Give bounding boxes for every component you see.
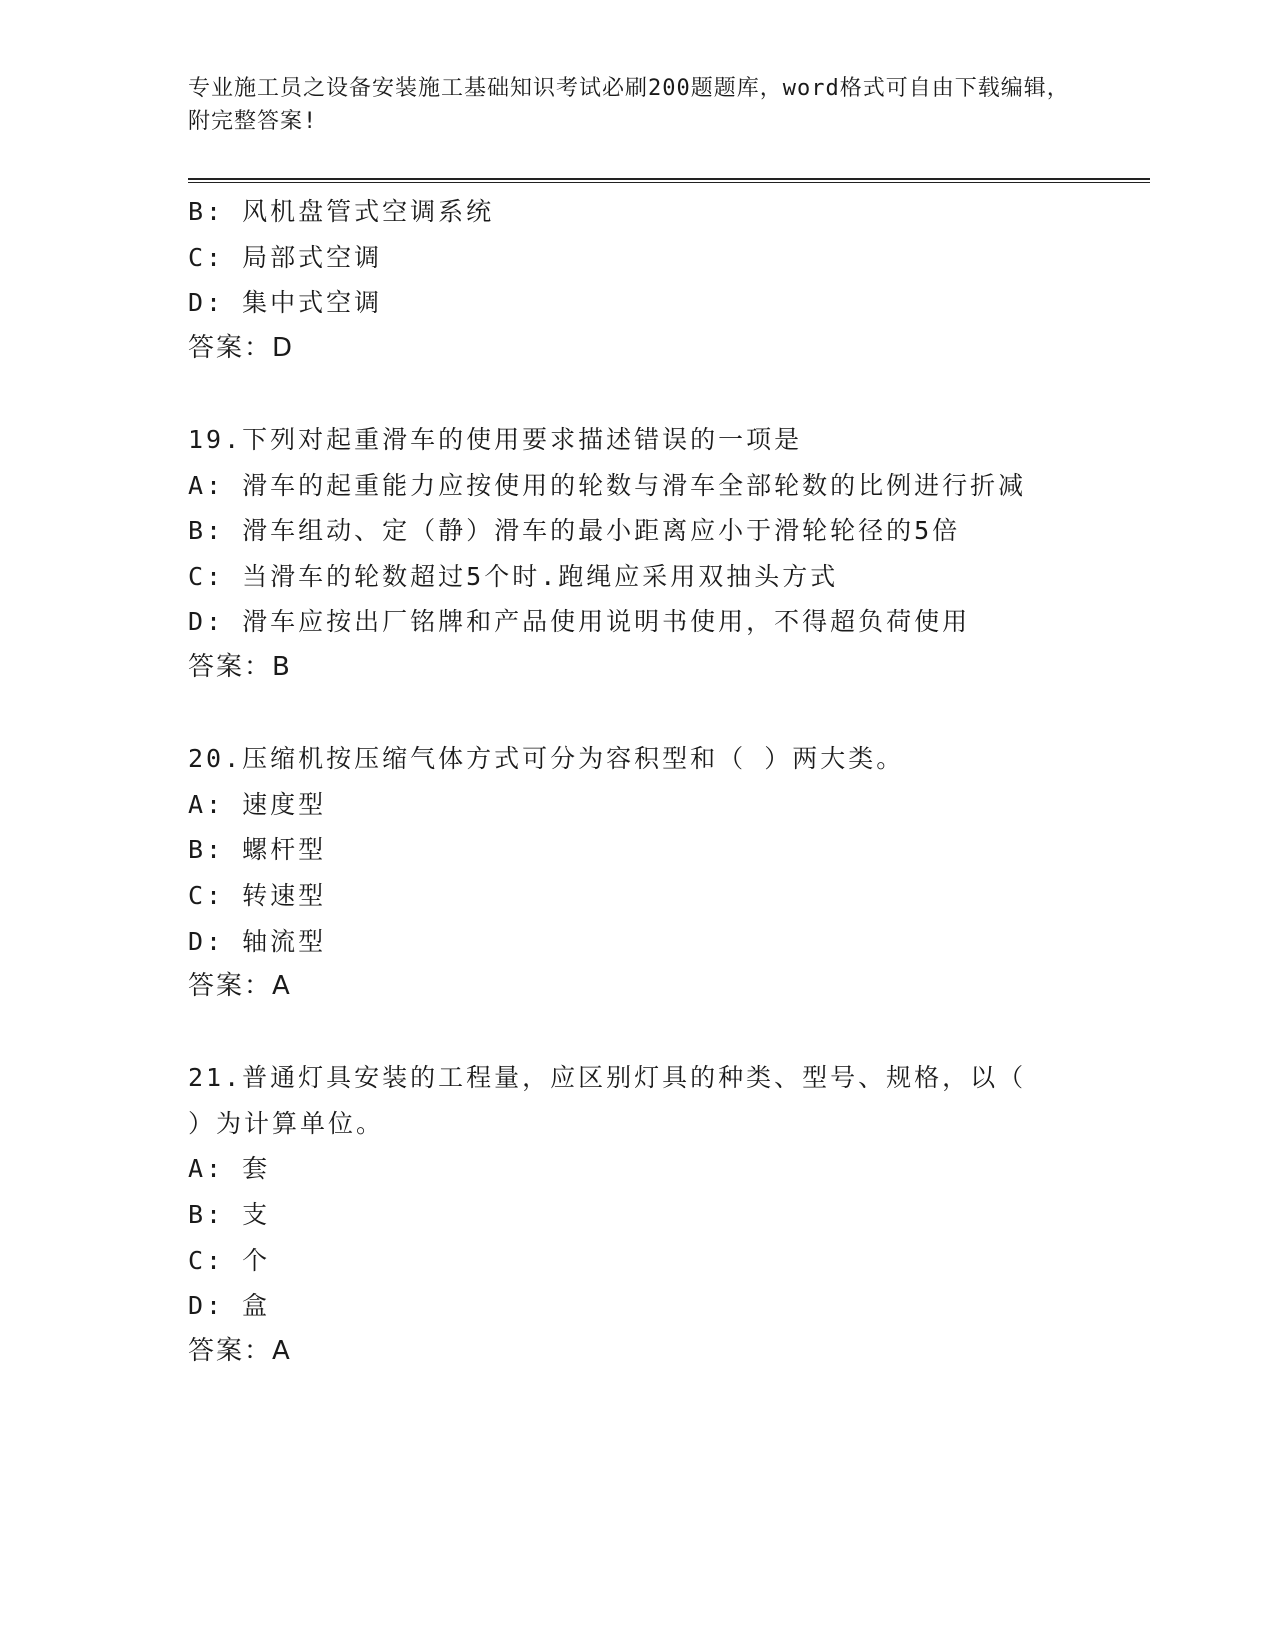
spacer bbox=[188, 691, 1148, 737]
answer-line: 答案：B bbox=[188, 651, 292, 682]
option-b: B: 风机盘管式空调系统 bbox=[188, 197, 495, 226]
option-a: A: 套 bbox=[188, 1154, 271, 1184]
answer-line: 答案：A bbox=[188, 971, 292, 1002]
option-c: C: 当滑车的轮数超过5个时.跑绳应采用双抽头方式 bbox=[188, 561, 839, 591]
question-18-fragment bbox=[188, 189, 1148, 371]
document-header bbox=[188, 72, 1088, 138]
option-d: D: 滑车应按出厂铭牌和产品使用说明书使用，不得超负荷使用 bbox=[188, 607, 971, 637]
spacer bbox=[188, 1010, 1148, 1056]
question-text: 20.压缩机按压缩气体方式可分为容积型和（ ）两大类。 bbox=[188, 744, 905, 774]
question-text: 19.下列对起重滑车的使用要求描述错误的一项是 bbox=[188, 424, 803, 454]
question-19 bbox=[188, 417, 1148, 691]
option-b: B: 螺杆型 bbox=[188, 835, 327, 865]
question-text: 21.普通灯具安装的工程量，应区别灯具的种类、型号、规格，以（ ）为计算单位。 bbox=[188, 1063, 1027, 1138]
option-a: A: 速度型 bbox=[188, 789, 327, 819]
spacer bbox=[188, 371, 1148, 417]
option-d: D: 轴流型 bbox=[188, 926, 327, 956]
answer-line: 答案：A bbox=[188, 1335, 292, 1366]
question-21 bbox=[188, 1055, 1148, 1374]
option-d: D: 盒 bbox=[188, 1291, 271, 1321]
header-text: 专业施工员之设备安装施工基础知识考试必刷200题题库，word格式可自由下载编辑，附完整答案! bbox=[188, 76, 1070, 134]
option-c: C: 个 bbox=[188, 1245, 271, 1275]
option-d: D: 集中式空调 bbox=[188, 288, 383, 318]
question-20 bbox=[188, 736, 1148, 1010]
option-b: B: 滑车组动、定（静）滑车的最小距离应小于滑轮轮径的5倍 bbox=[188, 516, 961, 546]
option-c: C: 转速型 bbox=[188, 880, 327, 910]
option-a: A: 滑车的起重能力应按使用的轮数与滑车全部轮数的比例进行折减 bbox=[188, 470, 1027, 500]
question-list bbox=[188, 189, 1148, 1374]
answer-line: 答案：D bbox=[188, 332, 295, 363]
option-b: B: 支 bbox=[188, 1200, 271, 1230]
option-c: C: 局部式空调 bbox=[188, 242, 383, 272]
header-divider bbox=[188, 178, 1150, 183]
